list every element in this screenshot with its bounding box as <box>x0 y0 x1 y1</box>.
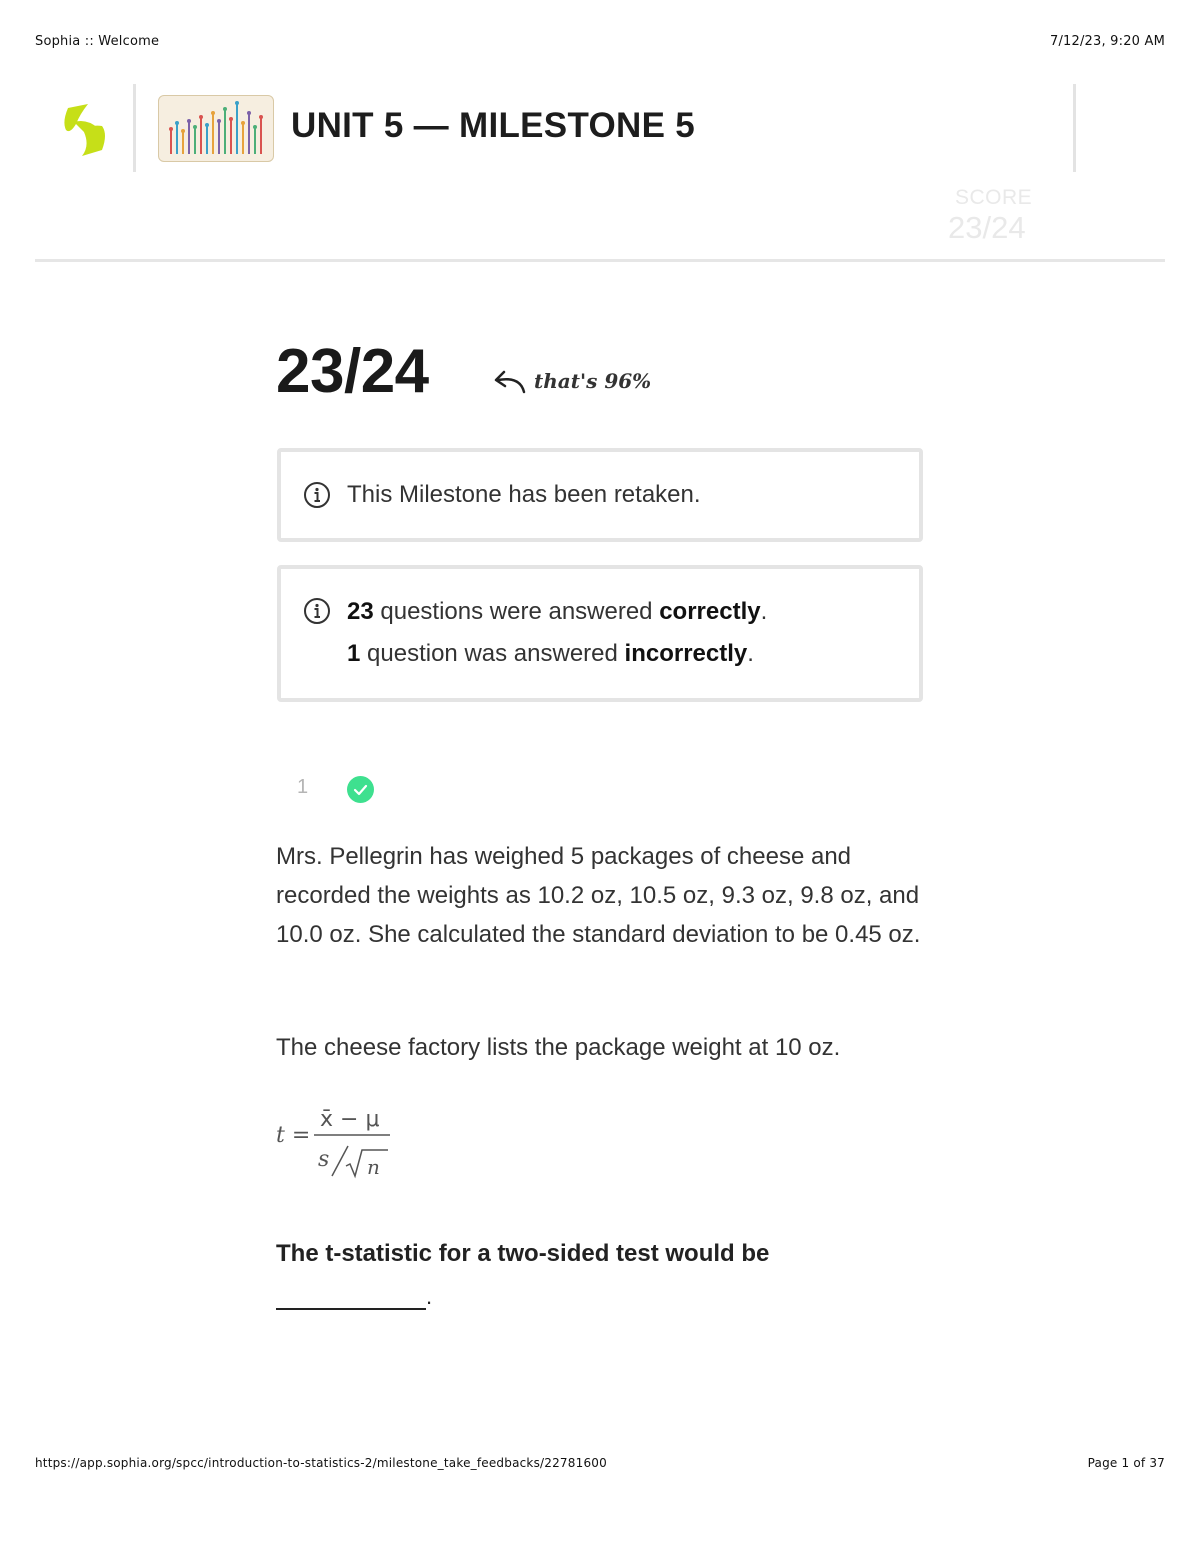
correct-period: . <box>760 598 768 625</box>
header-rule <box>35 259 1165 262</box>
header-divider-right <box>1073 84 1076 172</box>
formula-lhs: t = <box>276 1123 311 1148</box>
incorrect-summary <box>347 640 754 668</box>
print-header <box>35 34 1165 50</box>
question-context: The cheese factory lists the package weight at 10 oz. <box>276 1034 841 1061</box>
curved-arrow-icon <box>492 366 526 396</box>
t-statistic-formula <box>276 1100 396 1184</box>
correct-word: correctly <box>659 598 761 625</box>
score-value: 23/24 <box>948 210 1026 245</box>
sophia-logo-icon[interactable] <box>62 100 108 160</box>
question-text: Mrs. Pellegrin has weighed 5 packages of cheese and recorded the weights as 10.2 oz, 10.5 oz, 9.3 oz, 9.8 oz, and 10.0 oz. She calculated the standard deviation to be 0.45 oz. <box>276 843 921 948</box>
info-circle-icon <box>303 481 331 509</box>
formula-n: n <box>367 1155 380 1179</box>
unit-title: UNIT 5 — MILESTONE 5 <box>291 106 696 145</box>
print-timestamp: 7/12/23, 9:20 AM <box>1049 34 1165 49</box>
answer-blank <box>276 1284 432 1310</box>
incorrect-text: question was answered <box>367 640 618 667</box>
incorrect-word: incorrectly <box>624 640 748 667</box>
answers-summary <box>277 565 923 702</box>
print-url[interactable]: https://app.sophia.org/spcc/introduction-to-statistics-2/milestone_take_feedbacks/22781600 <box>35 1456 607 1470</box>
question-number[interactable]: 1 <box>297 776 309 798</box>
correct-count: 23 <box>347 598 374 625</box>
retaken-notice <box>277 448 923 542</box>
retaken-text: This Milestone has been retaken. <box>347 481 701 508</box>
percent-note-text: that's 96% <box>534 369 652 393</box>
header-divider <box>133 84 136 172</box>
formula-numerator: x̄ − μ <box>320 1107 380 1132</box>
result-score: 23/24 <box>276 337 429 406</box>
check-circle-icon <box>346 775 375 804</box>
blank-suffix: . <box>426 1284 433 1309</box>
print-footer <box>35 1456 1165 1472</box>
score-label: SCORE <box>955 186 1033 209</box>
formula-s: s <box>318 1147 330 1172</box>
correct-text: questions were answered <box>380 598 653 625</box>
incorrect-count: 1 <box>347 640 361 667</box>
course-thumbnail <box>158 95 274 162</box>
print-page-title: Sophia :: Welcome <box>35 34 160 49</box>
info-circle-icon <box>303 597 331 625</box>
correct-summary <box>347 598 767 626</box>
question-prompt: The t-statistic for a two-sided test would be <box>276 1240 770 1267</box>
print-page-number: Page 1 of 37 <box>1087 1456 1165 1470</box>
percent-note <box>492 364 651 398</box>
incorrect-period: . <box>747 640 754 667</box>
